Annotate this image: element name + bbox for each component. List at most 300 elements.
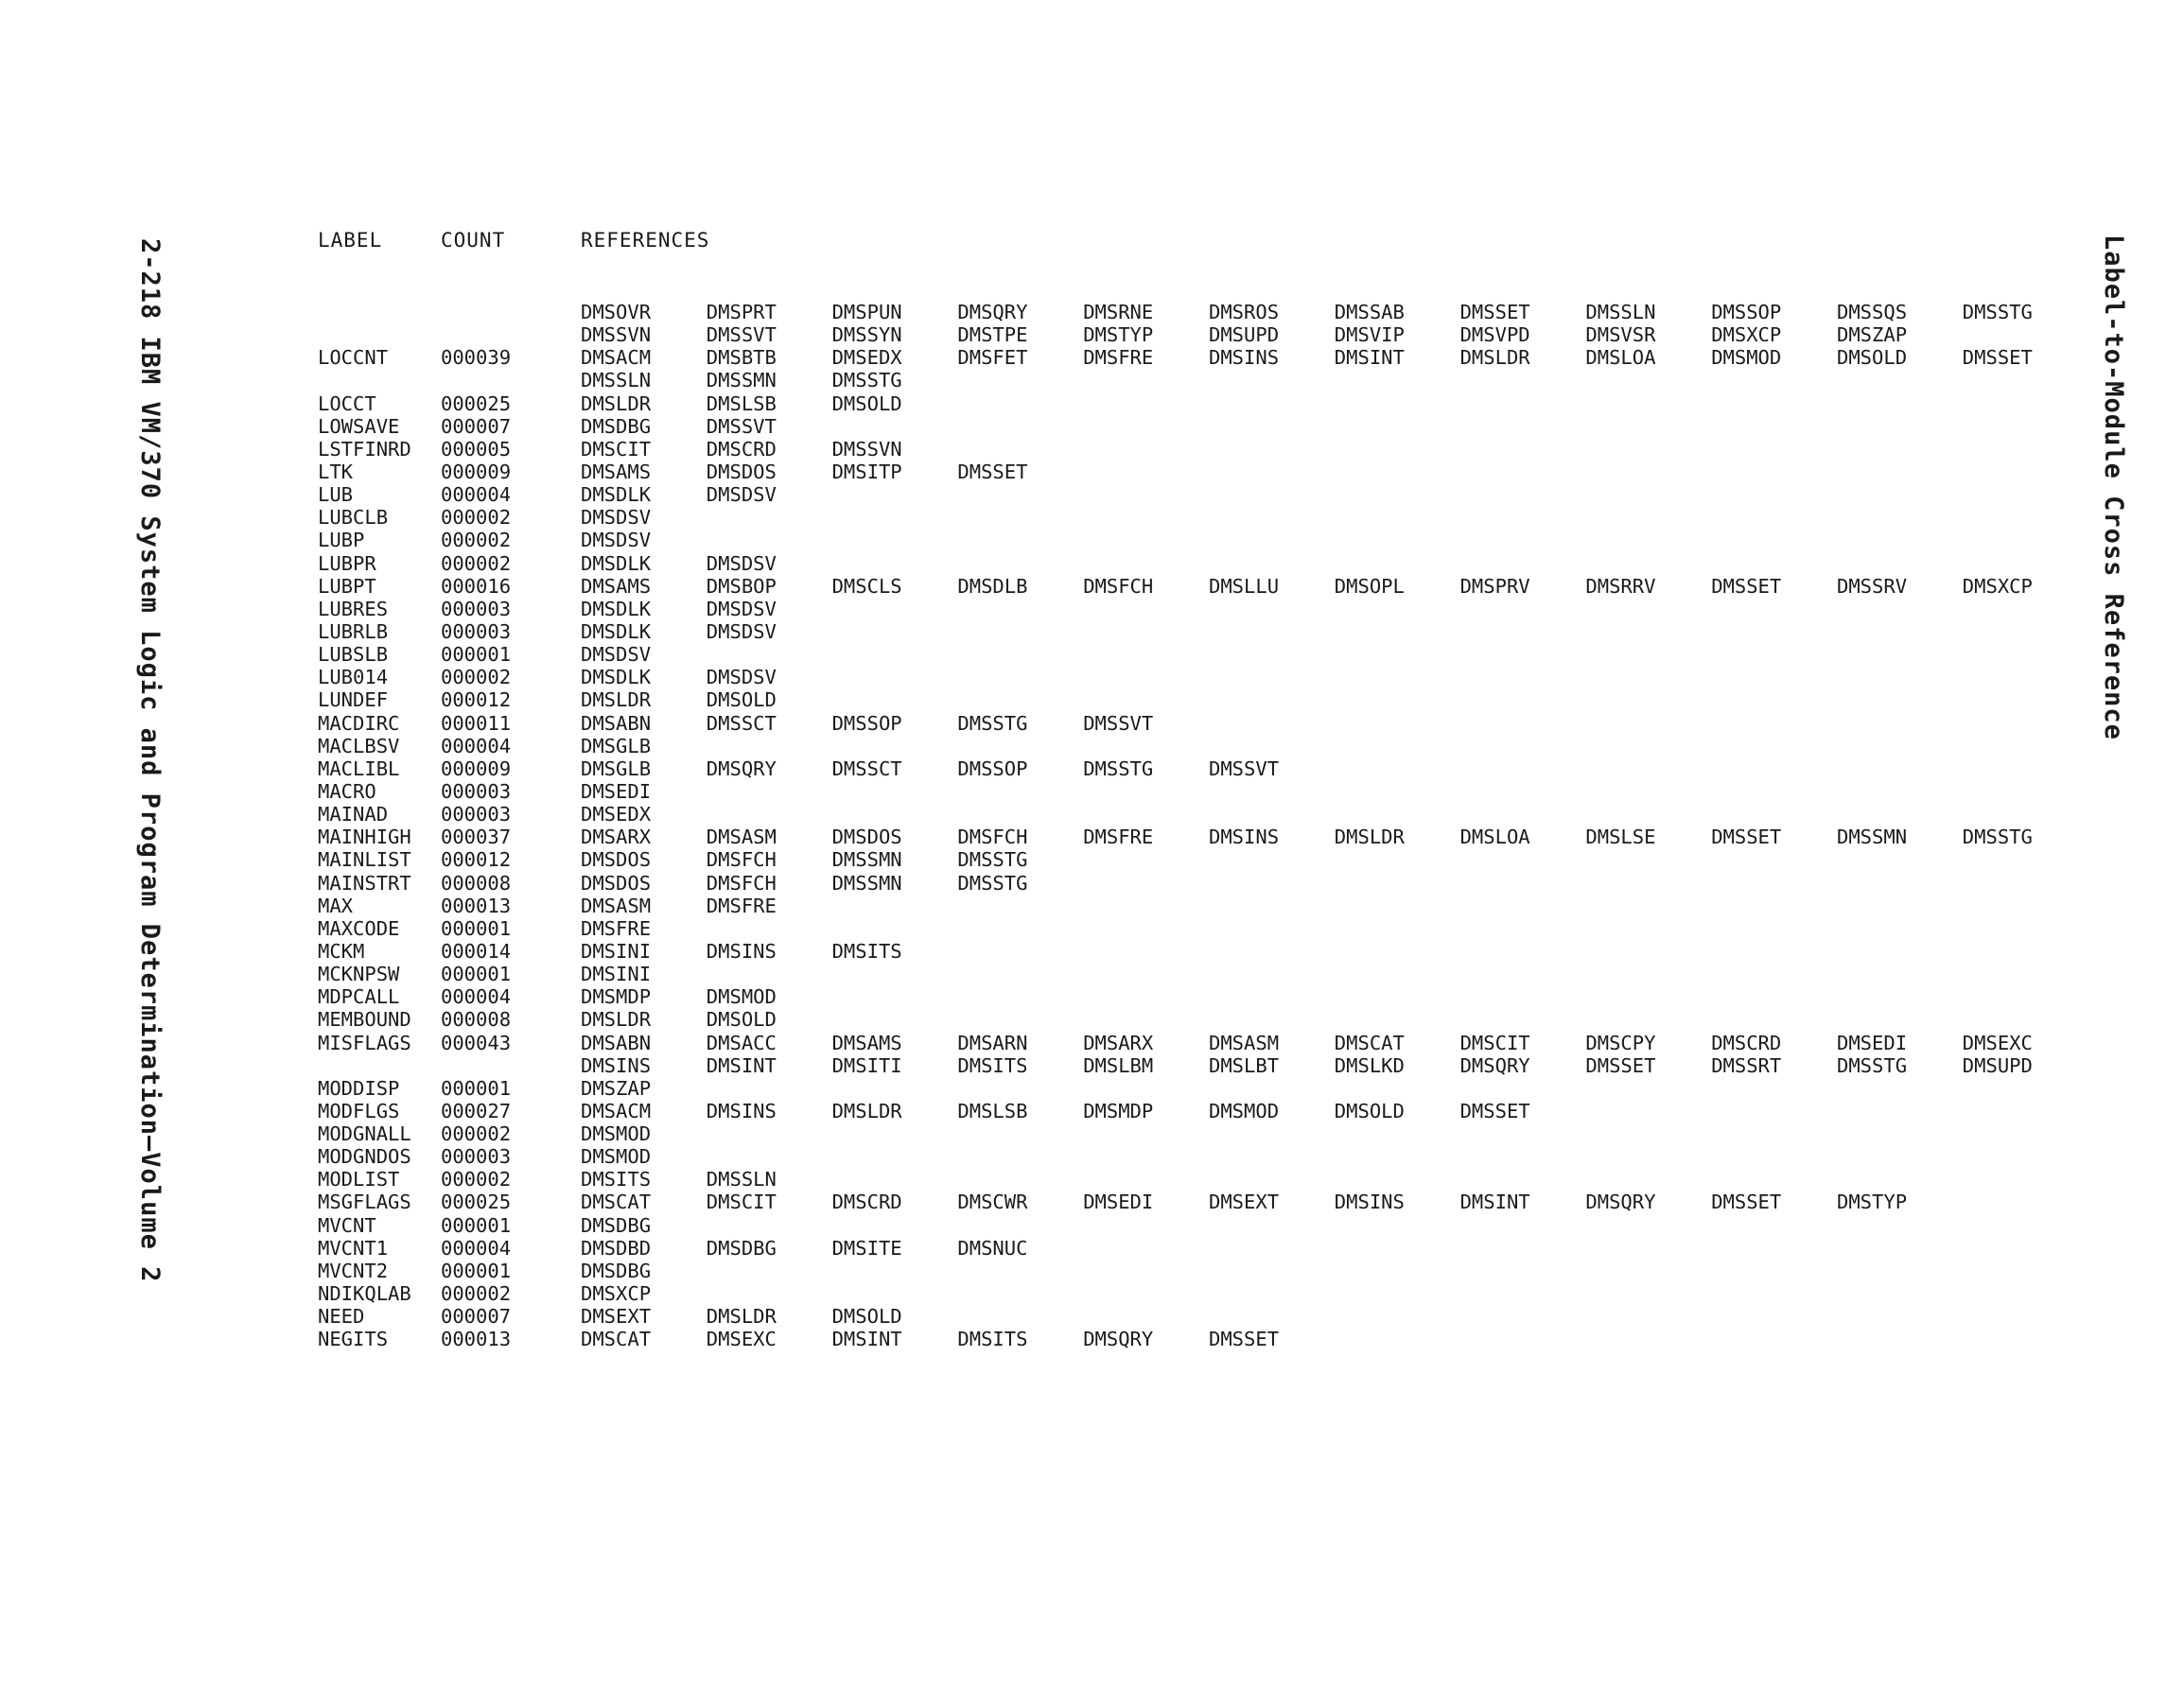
module-reference: DMSSET [1585, 1053, 1656, 1077]
module-reference: DMSOLD [831, 391, 902, 415]
row-count: 000016 [441, 574, 512, 598]
row-count: 000009 [441, 757, 512, 780]
module-reference: DMSTYP [1837, 1191, 1908, 1214]
row-count: 000004 [441, 1236, 512, 1260]
module-reference: DMSSET [1459, 1099, 1530, 1122]
row-label: MAINLIST [318, 848, 411, 872]
module-reference: DMSMOD [581, 1122, 652, 1146]
module-reference: DMSBTB [706, 346, 777, 370]
module-reference: DMSITS [957, 1053, 1028, 1077]
module-reference: DMSSCT [706, 711, 777, 735]
module-reference: DMSLDR [1459, 346, 1530, 370]
row-label: MACLBSV [318, 734, 400, 757]
row-count: 000007 [441, 1305, 512, 1329]
row-count: 000002 [441, 506, 512, 530]
module-reference: DMSMDP [581, 985, 652, 1009]
row-label: LUBPT [318, 574, 376, 598]
module-reference: DMSSOP [831, 711, 902, 735]
module-reference: DMSSTG [957, 848, 1028, 872]
module-reference: DMSARN [957, 1031, 1028, 1054]
row-count: 000008 [441, 1008, 512, 1032]
row-count: 000003 [441, 803, 512, 826]
module-reference: DMSFRE [581, 916, 652, 940]
cross-reference-table [318, 301, 2077, 1350]
module-reference: DMSACM [581, 346, 652, 370]
module-reference: DMSSET [1711, 1191, 1782, 1214]
module-reference: DMSBOP [706, 574, 777, 598]
table-row [318, 346, 2077, 369]
module-reference: DMSITS [831, 939, 902, 963]
module-reference: DMSDBG [581, 1259, 652, 1282]
row-count: 000002 [441, 1168, 512, 1191]
row-label: LUBP [318, 529, 365, 552]
module-reference: DMSDOS [831, 826, 902, 849]
table-row [318, 323, 2077, 346]
module-reference: DMSCIT [706, 1191, 777, 1214]
module-reference: DMSMOD [706, 985, 777, 1009]
module-reference: DMSDLK [581, 597, 652, 620]
module-reference: DMSDSV [706, 666, 777, 689]
table-row [318, 1054, 2077, 1077]
module-reference: DMSDOS [581, 871, 652, 895]
module-reference: DMSOLD [706, 1008, 777, 1032]
module-reference: DMSDSV [706, 483, 777, 507]
module-reference: DMSITI [831, 1053, 902, 1077]
module-reference: DMSAMS [831, 1031, 902, 1054]
module-reference: DMSEDI [1837, 1031, 1908, 1054]
module-reference: DMSVIP [1334, 323, 1405, 347]
module-reference: DMSSRT [1711, 1053, 1782, 1077]
table-row [318, 872, 2077, 895]
row-count: 000002 [441, 666, 512, 689]
module-reference: DMSEDI [581, 779, 652, 803]
module-reference: DMSITS [957, 1328, 1028, 1351]
row-label: LUBSLB [318, 643, 389, 667]
row-count: 000004 [441, 483, 512, 507]
module-reference: DMSQRY [1459, 1053, 1530, 1077]
module-reference: DMSXCP [581, 1282, 652, 1306]
module-reference: DMSSVT [1209, 757, 1280, 780]
module-reference: DMSNUC [957, 1236, 1028, 1260]
module-reference: DMSTYP [1083, 323, 1154, 347]
module-reference: DMSQRY [706, 757, 777, 780]
row-label: MAINAD [318, 803, 389, 826]
table-row [318, 461, 2077, 483]
table-row [318, 917, 2077, 940]
module-reference: DMSDLK [581, 619, 652, 643]
table-row [318, 803, 2077, 826]
row-label: MVCNT [318, 1213, 376, 1237]
module-reference: DMSDBG [706, 1236, 777, 1260]
module-reference: DMSSVN [581, 323, 652, 347]
table-row [318, 1077, 2077, 1100]
row-label: MACRO [318, 779, 376, 803]
section-title-side-text: Label-to-Module Cross Reference [2099, 235, 2128, 740]
row-label: MDPCALL [318, 985, 400, 1009]
module-reference: DMSINS [706, 1099, 777, 1122]
module-reference: DMSMOD [1209, 1099, 1280, 1122]
module-reference: DMSSTG [1083, 757, 1154, 780]
module-reference: DMSSET [1459, 301, 1530, 323]
module-reference: DMSAMS [581, 574, 652, 598]
row-label: MISFLAGS [318, 1031, 411, 1054]
module-reference: DMSXCP [1711, 323, 1782, 347]
module-reference: DMSSTG [957, 871, 1028, 895]
module-reference: DMSLOA [1585, 346, 1656, 370]
label-column-header: LABEL [318, 229, 383, 252]
module-reference: DMSLBT [1209, 1053, 1280, 1077]
table-row [318, 301, 2077, 323]
module-reference: DMSQRY [1083, 1328, 1154, 1351]
row-label: MCKM [318, 939, 365, 963]
row-count: 000009 [441, 460, 512, 483]
row-count: 000004 [441, 734, 512, 757]
row-count: 000039 [441, 346, 512, 370]
row-label: MODDISP [318, 1076, 400, 1100]
module-reference: DMSDBG [581, 1213, 652, 1237]
table-row [318, 712, 2077, 735]
row-count: 000025 [441, 391, 512, 415]
module-reference: DMSSET [1711, 574, 1782, 598]
module-reference: DMSFET [957, 346, 1028, 370]
module-reference: DMSOPL [1334, 574, 1405, 598]
table-row [318, 415, 2077, 438]
module-reference: DMSINT [831, 1328, 902, 1351]
module-reference: DMSDSV [581, 506, 652, 530]
module-reference: DMSASM [581, 894, 652, 917]
module-reference: DMSACC [706, 1031, 777, 1054]
module-reference: DMSLSB [706, 391, 777, 415]
row-count: 000012 [441, 688, 512, 712]
row-count: 000003 [441, 1145, 512, 1169]
module-reference: DMSABN [581, 1031, 652, 1054]
row-count: 000027 [441, 1099, 512, 1122]
module-reference: DMSSLN [1585, 301, 1656, 323]
module-reference: DMSINI [581, 963, 652, 986]
module-reference: DMSSTG [831, 369, 902, 392]
module-reference: DMSINS [1334, 1191, 1405, 1214]
module-reference: DMSLBM [1083, 1053, 1154, 1077]
module-reference: DMSPRT [706, 301, 777, 323]
module-reference: DMSDLK [581, 666, 652, 689]
module-reference: DMSACM [581, 1099, 652, 1122]
row-label: LOWSAVE [318, 414, 400, 438]
row-label: LUBCLB [318, 506, 389, 530]
module-reference: DMSUPD [1209, 323, 1280, 347]
module-reference: DMSCPY [1585, 1031, 1656, 1054]
module-reference: DMSCAT [581, 1191, 652, 1214]
module-reference: DMSSLN [581, 369, 652, 392]
row-label: LUBPR [318, 551, 376, 575]
module-reference: DMSVSR [1585, 323, 1656, 347]
module-reference: DMSZAP [1837, 323, 1908, 347]
module-reference: DMSSAB [1334, 301, 1405, 323]
module-reference: DMSSMN [706, 369, 777, 392]
module-reference: DMSSOP [1711, 301, 1782, 323]
module-reference: DMSINS [581, 1053, 652, 1077]
module-reference: DMSLSB [957, 1099, 1028, 1122]
module-reference: DMSSQS [1837, 301, 1908, 323]
module-reference: DMSINT [1459, 1191, 1530, 1214]
row-label: MODFLGS [318, 1099, 400, 1122]
module-reference: DMSDLB [957, 574, 1028, 598]
module-reference: DMSAMS [581, 460, 652, 483]
module-reference: DMSSTG [1962, 826, 2033, 849]
row-count: 000002 [441, 551, 512, 575]
row-count: 000003 [441, 779, 512, 803]
row-label: MEMBOUND [318, 1008, 411, 1032]
row-label: MVCNT1 [318, 1236, 389, 1260]
module-reference: DMSLDR [581, 1008, 652, 1032]
row-label: MACDIRC [318, 711, 400, 735]
module-reference: DMSFCH [706, 871, 777, 895]
row-label: MVCNT2 [318, 1259, 389, 1282]
module-reference: DMSCWR [957, 1191, 1028, 1214]
row-label: MAINSTRT [318, 871, 411, 895]
module-reference: DMSSLN [706, 1168, 777, 1191]
table-row [318, 1328, 2077, 1350]
module-reference: DMSARX [581, 826, 652, 849]
module-reference: DMSASM [706, 826, 777, 849]
module-reference: DMSDBG [581, 414, 652, 438]
row-label: MACLIBL [318, 757, 400, 780]
module-reference: DMSDSV [581, 529, 652, 552]
module-reference: DMSDOS [706, 460, 777, 483]
table-row [318, 1122, 2077, 1145]
row-count: 000043 [441, 1031, 512, 1054]
module-reference: DMSCRD [706, 437, 777, 461]
module-reference: DMSOVR [581, 301, 652, 323]
module-reference: DMSSVN [831, 437, 902, 461]
row-label: MODGNALL [318, 1122, 411, 1146]
module-reference: DMSCRD [1711, 1031, 1782, 1054]
row-label: MAINHIGH [318, 826, 411, 849]
module-reference: DMSEXT [581, 1305, 652, 1329]
module-reference: DMSFCH [957, 826, 1028, 849]
table-row [318, 1282, 2077, 1305]
table-row [318, 1214, 2077, 1237]
module-reference: DMSFRE [1083, 346, 1154, 370]
row-label: NDIKQLAB [318, 1282, 411, 1306]
row-count: 000004 [441, 985, 512, 1009]
module-reference: DMSEXC [1962, 1031, 2033, 1054]
module-reference: DMSCIT [1459, 1031, 1530, 1054]
row-count: 000012 [441, 848, 512, 872]
module-reference: DMSSYN [831, 323, 902, 347]
table-row [318, 780, 2077, 803]
row-count: 000007 [441, 414, 512, 438]
module-reference: DMSCRD [831, 1191, 902, 1214]
module-reference: DMSVPD [1459, 323, 1530, 347]
module-reference: DMSPRV [1459, 574, 1530, 598]
module-reference: DMSLSE [1585, 826, 1656, 849]
table-row [318, 483, 2077, 506]
module-reference: DMSPUN [831, 301, 902, 323]
module-reference: DMSLLU [1209, 574, 1280, 598]
row-count: 000013 [441, 1328, 512, 1351]
module-reference: DMSROS [1209, 301, 1280, 323]
row-count: 000001 [441, 963, 512, 986]
row-count: 000001 [441, 1259, 512, 1282]
module-reference: DMSCIT [581, 437, 652, 461]
module-reference: DMSDLK [581, 483, 652, 507]
row-label: LUNDEF [318, 688, 389, 712]
module-reference: DMSMDP [1083, 1099, 1154, 1122]
row-label: LTK [318, 460, 354, 483]
row-count: 000025 [441, 1191, 512, 1214]
module-reference: DMSTPE [957, 323, 1028, 347]
row-label: LUBRLB [318, 619, 389, 643]
module-reference: DMSCLS [831, 574, 902, 598]
row-count: 000005 [441, 437, 512, 461]
table-row [318, 963, 2077, 985]
module-reference: DMSUPD [1962, 1053, 2033, 1077]
module-reference: DMSSVT [706, 414, 777, 438]
module-reference: DMSZAP [581, 1076, 652, 1100]
module-reference: DMSITS [581, 1168, 652, 1191]
module-reference: DMSOLD [1837, 346, 1908, 370]
module-reference: DMSSCT [831, 757, 902, 780]
module-reference: DMSINT [706, 1053, 777, 1077]
module-reference: DMSFRE [1083, 826, 1154, 849]
row-label: MAX [318, 894, 354, 917]
module-reference: DMSITP [831, 460, 902, 483]
row-count: 000013 [441, 894, 512, 917]
table-row [318, 1032, 2077, 1054]
table-row [318, 506, 2077, 529]
row-label: MSGFLAGS [318, 1191, 411, 1214]
module-reference: DMSDSV [706, 597, 777, 620]
module-reference: DMSOLD [706, 688, 777, 712]
module-reference: DMSDSV [706, 619, 777, 643]
row-count: 000002 [441, 1282, 512, 1306]
table-row [318, 1191, 2077, 1213]
module-reference: DMSQRY [1585, 1191, 1656, 1214]
module-reference: DMSLDR [581, 688, 652, 712]
row-label: LUB014 [318, 666, 389, 689]
table-row [318, 1008, 2077, 1031]
table-row [318, 369, 2077, 391]
row-count: 000003 [441, 597, 512, 620]
table-row [318, 848, 2077, 871]
module-reference: DMSINT [1334, 346, 1405, 370]
module-reference: DMSLDR [831, 1099, 902, 1122]
module-reference: DMSRRV [1585, 574, 1656, 598]
module-reference: DMSSET [957, 460, 1028, 483]
table-row [318, 1260, 2077, 1282]
row-count: 000001 [441, 1076, 512, 1100]
module-reference: DMSSMN [1837, 826, 1908, 849]
module-reference: DMSCAT [1334, 1031, 1405, 1054]
table-row [318, 666, 2077, 688]
module-reference: DMSSTG [1962, 301, 2033, 323]
row-label: NEGITS [318, 1328, 389, 1351]
table-row [318, 620, 2077, 643]
module-reference: DMSEXT [1209, 1191, 1280, 1214]
table-row [318, 598, 2077, 620]
table-row [318, 392, 2077, 415]
module-reference: DMSINI [581, 939, 652, 963]
module-reference: DMSSTG [1837, 1053, 1908, 1077]
table-row [318, 552, 2077, 575]
module-reference: DMSMOD [1711, 346, 1782, 370]
table-row [318, 1100, 2077, 1122]
row-count: 000003 [441, 619, 512, 643]
table-row [318, 438, 2077, 461]
module-reference: DMSRNE [1083, 301, 1154, 323]
count-column-header: COUNT [441, 229, 506, 252]
module-reference: DMSINS [1209, 826, 1280, 849]
module-reference: DMSDOS [581, 848, 652, 872]
module-reference: DMSOLD [831, 1305, 902, 1329]
module-reference: DMSSOP [957, 757, 1028, 780]
row-label: LOCCNT [318, 346, 389, 370]
row-label: LOCCT [318, 391, 376, 415]
module-reference: DMSDSV [581, 643, 652, 667]
row-label: MODGNDOS [318, 1145, 411, 1169]
row-count: 000014 [441, 939, 512, 963]
table-row [318, 575, 2077, 598]
module-reference: DMSSET [1209, 1328, 1280, 1351]
table-row [318, 529, 2077, 551]
module-reference: DMSSTG [957, 711, 1028, 735]
row-label: LSTFINRD [318, 437, 411, 461]
module-reference: DMSLKD [1334, 1053, 1405, 1077]
row-count: 000002 [441, 529, 512, 552]
module-reference: DMSINS [706, 939, 777, 963]
page-number-side-text: 2-218 IBM VM/370 System Logic and Program Determination—Volume 2 [135, 238, 165, 1283]
module-reference: DMSITE [831, 1236, 902, 1260]
module-reference: DMSGLB [581, 757, 652, 780]
module-reference: DMSINS [1209, 346, 1280, 370]
module-reference: DMSLDR [581, 391, 652, 415]
table-row [318, 1237, 2077, 1260]
row-label: NEED [318, 1305, 365, 1329]
module-reference: DMSASM [1209, 1031, 1280, 1054]
module-reference: DMSCAT [581, 1328, 652, 1351]
module-reference: DMSEXC [706, 1328, 777, 1351]
module-reference: DMSLDR [706, 1305, 777, 1329]
table-row [318, 940, 2077, 963]
row-count: 000037 [441, 826, 512, 849]
module-reference: DMSDSV [706, 551, 777, 575]
module-reference: DMSEDX [581, 803, 652, 826]
module-reference: DMSEDX [831, 346, 902, 370]
row-label: MAXCODE [318, 916, 400, 940]
row-count: 000001 [441, 643, 512, 667]
module-reference: DMSSVT [706, 323, 777, 347]
table-row [318, 735, 2077, 757]
table-row [318, 1305, 2077, 1328]
module-reference: DMSFCH [706, 848, 777, 872]
module-reference: DMSSVT [1083, 711, 1154, 735]
module-reference: DMSEDI [1083, 1191, 1154, 1214]
table-row [318, 643, 2077, 666]
row-label: MODLIST [318, 1168, 400, 1191]
module-reference: DMSDBD [581, 1236, 652, 1260]
module-reference: DMSQRY [957, 301, 1028, 323]
module-reference: DMSSET [1711, 826, 1782, 849]
module-reference: DMSSMN [831, 871, 902, 895]
row-count: 000008 [441, 871, 512, 895]
module-reference: DMSXCP [1962, 574, 2033, 598]
module-reference: DMSFRE [706, 894, 777, 917]
module-reference: DMSGLB [581, 734, 652, 757]
table-row [318, 985, 2077, 1008]
module-reference: DMSLDR [1334, 826, 1405, 849]
row-count: 000002 [441, 1122, 512, 1146]
module-reference: DMSLOA [1459, 826, 1530, 849]
